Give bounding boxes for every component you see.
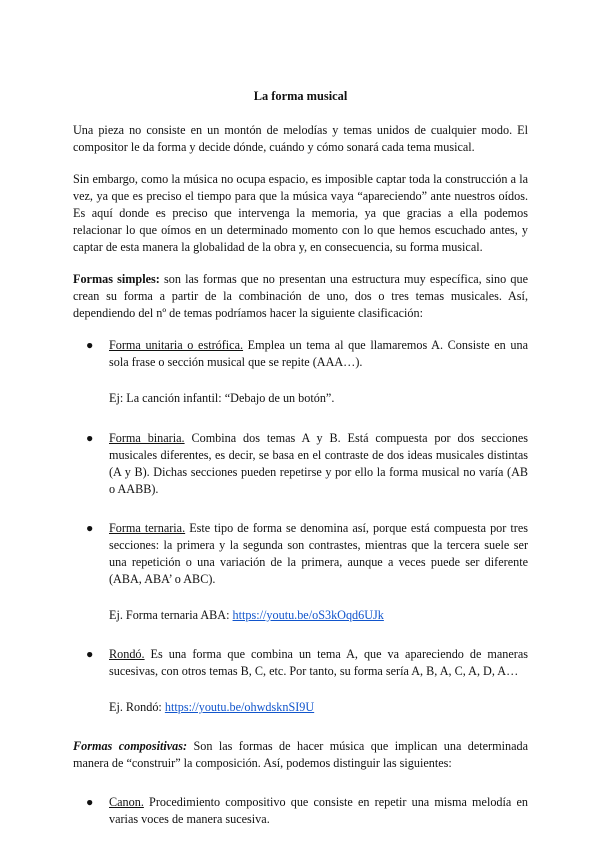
page-title: La forma musical <box>253 89 348 103</box>
bullet-icon: ● <box>86 338 94 352</box>
compositive-forms-label: Formas compositivas: <box>73 739 188 753</box>
item-name: Forma binaria. <box>109 431 185 445</box>
intro-paragraph: Una pieza no consiste en un montón de melodías y temas unidos de cualquier modo. El compositor le da forma y decide dónde, cuándo y cómo sonará cada tema musical. <box>73 123 528 154</box>
item-text: Es una forma que combina un tema A, que va apareciendo de maneras sucesivas, con otros temas B, C, etc. Por tanto, su forma sería A, B, A, C, A, D, A… <box>109 647 528 678</box>
compositive-forms-paragraph <box>73 738 528 772</box>
example-rondo <box>109 699 528 716</box>
item-text: Este tipo de forma se denomina así, porque está compuesta por tres secciones: la primera y la segunda son contrastes, mientras que la tercera suele ser una repetición o una variación de la primera, aunque a veces puede ser diferente (ABA, ABA’ o ABC). <box>109 521 528 586</box>
memory-paragraph: Sin embargo, como la música no ocupa espacio, es imposible captar toda la construcción a la vez, ya que es preciso el tiempo para que la música vaya “apareciendo” ante nuestros oídos. Es aquí donde es preciso que intervenga la memoria, ya que gracias a ella podemos relacionar lo que oímos en un determinado momento con lo que hemos escuchado antes, y captar de esta manera la globalidad de la obra y, en consecuencia, su forma musical. <box>73 172 528 254</box>
list-item-ternaria <box>73 520 528 588</box>
item-name: Forma unitaria o estrófica. <box>109 338 244 352</box>
bullet-icon: ● <box>86 795 94 809</box>
bullet-icon: ● <box>86 431 94 445</box>
example-unitaria: Ej: La canción infantil: “Debajo de un botón”. <box>109 391 335 405</box>
simple-forms-list-2 <box>73 430 528 588</box>
bullet-icon: ● <box>86 521 94 535</box>
item-text: Procedimiento compositivo que consiste en repetir una misma melodía en varias voces de manera sucesiva. <box>109 795 528 826</box>
list-item-binaria <box>73 430 528 498</box>
youtube-link-rondo[interactable]: https://youtu.be/ohwdsknSI9U <box>164 700 315 714</box>
simple-forms-paragraph <box>73 271 528 322</box>
youtube-link-ternaria[interactable]: https://youtu.be/oS3kOqd6UJk <box>232 608 384 622</box>
simple-forms-text: son las formas que no presentan una estructura muy específica, sino que crean su forma a partir de la combinación de uno, dos o tres temas musicales. Así, dependiendo del nº de temas podríamos hacer la siguiente clasificación: <box>73 272 528 320</box>
example-ternaria <box>109 607 528 624</box>
bullet-icon: ● <box>86 647 94 661</box>
example-text: Ej. Rondó: <box>109 700 165 714</box>
simple-forms-list-3 <box>73 646 528 680</box>
list-item-rondo <box>73 646 528 680</box>
item-name: Rondó. <box>109 647 145 661</box>
compositive-forms-list <box>73 794 528 828</box>
simple-forms-list <box>73 337 528 371</box>
item-name: Forma ternaria. <box>109 521 186 535</box>
example-text: Ej. Forma ternaria ABA: <box>109 608 233 622</box>
simple-forms-label: Formas simples: <box>73 272 160 286</box>
item-text: Combina dos temas A y B. Está compuesta por dos secciones musicales diferentes, es decir, se basa en el contraste de dos ideas musicales distintas (A y B). Dichas secciones pueden repetirse y por ello la forma musical no varía (AB o AABB). <box>109 431 528 496</box>
item-text: Emplea un tema al que llamaremos A. Consiste en una sola frase o sección musical que se repite (AAA…). <box>109 338 528 369</box>
compositive-forms-text: Son las formas de hacer música que implican una determinada manera de “construir” la composición. Así, podemos distinguir las siguientes: <box>73 739 528 770</box>
item-name: Canon. <box>109 795 144 809</box>
list-item-canon <box>73 794 528 828</box>
list-item-unitaria <box>73 337 528 371</box>
